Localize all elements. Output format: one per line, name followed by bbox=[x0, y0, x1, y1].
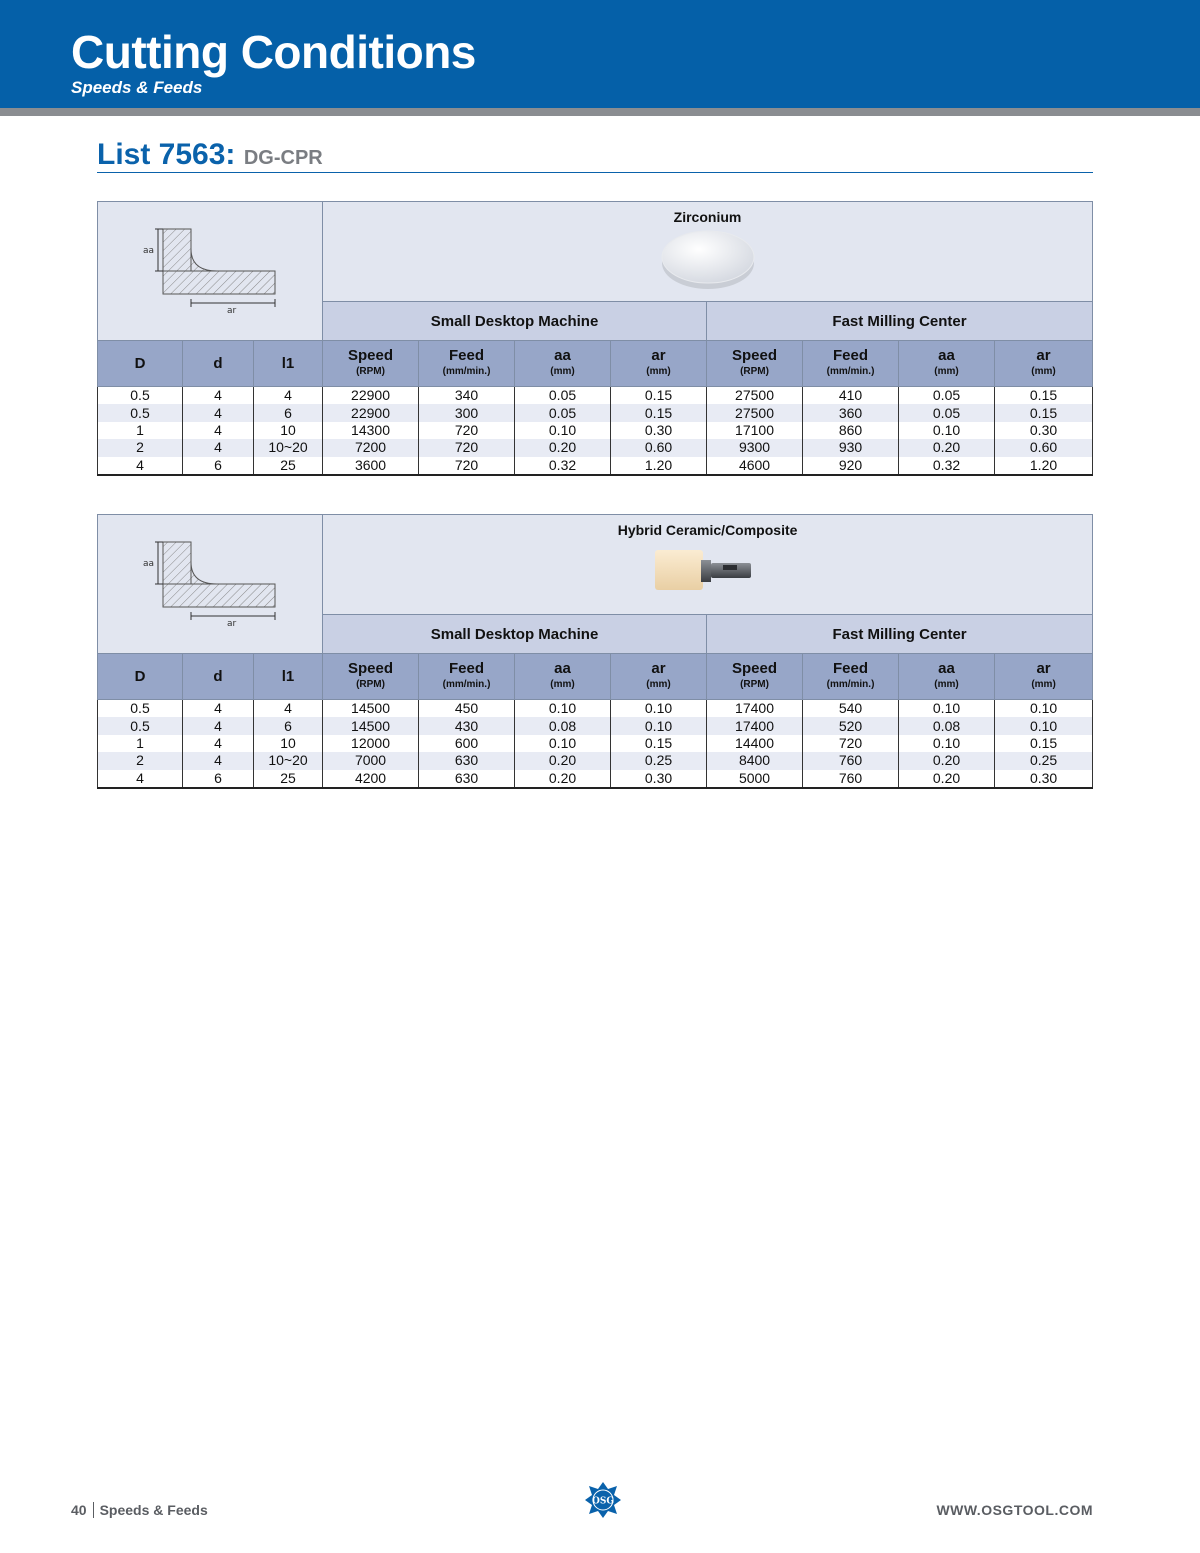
col-feed bbox=[419, 654, 515, 700]
table-cell: 0.10 bbox=[515, 735, 611, 752]
col-feed bbox=[803, 341, 899, 387]
table-cell: 0.05 bbox=[515, 404, 611, 421]
col-ar bbox=[995, 654, 1093, 700]
table-cell: 25 bbox=[254, 457, 323, 475]
col-ar-unit: (mm) bbox=[646, 678, 671, 690]
table-cell: 6 bbox=[254, 404, 323, 421]
table-cell: 10~20 bbox=[254, 752, 323, 769]
table-cell: 25 bbox=[254, 770, 323, 788]
cutting-table-hybrid bbox=[97, 514, 1092, 789]
table-cell: 0.10 bbox=[899, 700, 995, 718]
table-cell: 0.5 bbox=[98, 387, 183, 405]
table-cell: 0.05 bbox=[899, 387, 995, 405]
table-cell: 0.08 bbox=[899, 717, 995, 734]
diagram-ar-label: ar bbox=[227, 618, 237, 629]
table-cell: 0.10 bbox=[515, 700, 611, 718]
col-speed bbox=[707, 654, 803, 700]
table-body bbox=[98, 700, 1093, 788]
table-cell: 8400 bbox=[707, 752, 803, 769]
table-cell: 930 bbox=[803, 439, 899, 456]
table-cell: 0.10 bbox=[515, 422, 611, 439]
table-cell: 0.60 bbox=[995, 439, 1093, 456]
col-aa-unit: (mm) bbox=[550, 365, 575, 377]
table-cell: 0.5 bbox=[98, 700, 183, 718]
table-cell: 4 bbox=[254, 387, 323, 405]
col-speed-label: Speed bbox=[732, 659, 778, 677]
col-D: D bbox=[98, 341, 183, 387]
table-cell: 4 bbox=[183, 422, 254, 439]
table-cell: 0.05 bbox=[899, 404, 995, 421]
col-ar bbox=[611, 341, 707, 387]
table-cell: 360 bbox=[803, 404, 899, 421]
table-cell: 4 bbox=[183, 752, 254, 769]
col-feed-label: Feed bbox=[833, 346, 869, 364]
table-cell: 22900 bbox=[323, 404, 419, 421]
col-feed-unit: (mm/min.) bbox=[442, 365, 491, 377]
table-cell: 10 bbox=[254, 735, 323, 752]
col-aa-label: aa bbox=[938, 659, 955, 677]
col-aa bbox=[899, 341, 995, 387]
table-cell: 1 bbox=[98, 422, 183, 439]
col-D: D bbox=[98, 654, 183, 700]
table-cell: 0.30 bbox=[611, 422, 707, 439]
footer-section: Speeds & Feeds bbox=[99, 1502, 208, 1518]
col-ar-label: ar bbox=[651, 659, 666, 677]
col-aa-unit: (mm) bbox=[934, 678, 959, 690]
table-row bbox=[98, 457, 1093, 475]
col-speed bbox=[323, 341, 419, 387]
col-speed-unit: (RPM) bbox=[740, 678, 769, 690]
table-cell: 0.10 bbox=[611, 717, 707, 734]
table-cell: 0.20 bbox=[899, 439, 995, 456]
header-banner bbox=[0, 0, 1200, 108]
table-cell: 14400 bbox=[707, 735, 803, 752]
col-feed-unit: (mm/min.) bbox=[442, 678, 491, 690]
table-cell: 0.15 bbox=[611, 735, 707, 752]
table-cell: 720 bbox=[803, 735, 899, 752]
col-speed-label: Speed bbox=[348, 346, 394, 364]
table-cell: 1.20 bbox=[611, 457, 707, 475]
table-cell: 0.5 bbox=[98, 404, 183, 421]
col-feed-unit: (mm/min.) bbox=[826, 365, 875, 377]
list-heading bbox=[97, 138, 1093, 173]
col-feed-unit: (mm/min.) bbox=[826, 678, 875, 690]
table-cell: 0.60 bbox=[611, 439, 707, 456]
table-cell: 27500 bbox=[707, 404, 803, 421]
table-cell: 630 bbox=[419, 752, 515, 769]
col-ar bbox=[995, 341, 1093, 387]
table-cell: 17400 bbox=[707, 700, 803, 718]
table-cell: 0.10 bbox=[995, 717, 1093, 734]
col-feed-label: Feed bbox=[449, 346, 485, 364]
table-cell: 14500 bbox=[323, 717, 419, 734]
zirconium-disc-icon bbox=[658, 227, 758, 291]
table-cell: 520 bbox=[803, 717, 899, 734]
table-row bbox=[98, 717, 1093, 734]
table-cell: 0.10 bbox=[611, 700, 707, 718]
table-cell: 0.32 bbox=[515, 457, 611, 475]
table-cell: 4 bbox=[98, 457, 183, 475]
table-cell: 0.10 bbox=[899, 422, 995, 439]
footer-divider bbox=[93, 1502, 94, 1518]
col-aa-label: aa bbox=[554, 659, 571, 677]
col-aa bbox=[899, 654, 995, 700]
col-d: d bbox=[183, 654, 254, 700]
page-subtitle: Speeds & Feeds bbox=[71, 78, 203, 97]
material-header bbox=[323, 515, 1093, 615]
col-ar-label: ar bbox=[651, 346, 666, 364]
table-cell: 630 bbox=[419, 770, 515, 788]
table-cell: 0.25 bbox=[611, 752, 707, 769]
table-cell: 0.20 bbox=[515, 439, 611, 456]
col-speed-unit: (RPM) bbox=[356, 678, 385, 690]
diagram-aa-label: aa bbox=[143, 558, 155, 569]
table-cell: 0.20 bbox=[515, 770, 611, 788]
table-cell: 0.5 bbox=[98, 717, 183, 734]
table-cell: 300 bbox=[419, 404, 515, 421]
col-d: d bbox=[183, 341, 254, 387]
machine-small-desktop: Small Desktop Machine bbox=[323, 615, 707, 654]
table-cell: 0.20 bbox=[899, 752, 995, 769]
table-cell: 4 bbox=[183, 404, 254, 421]
table-cell: 920 bbox=[803, 457, 899, 475]
col-speed bbox=[323, 654, 419, 700]
table-cell: 0.10 bbox=[899, 735, 995, 752]
table-cell: 10 bbox=[254, 422, 323, 439]
table-cell: 760 bbox=[803, 752, 899, 769]
table-cell: 720 bbox=[419, 439, 515, 456]
table-cell: 0.20 bbox=[515, 752, 611, 769]
table-cell: 9300 bbox=[707, 439, 803, 456]
table-cell: 0.08 bbox=[515, 717, 611, 734]
col-ar-unit: (mm) bbox=[1031, 365, 1056, 377]
footer-page-info bbox=[71, 1502, 208, 1518]
table-row bbox=[98, 735, 1093, 752]
table-cell: 0.15 bbox=[995, 735, 1093, 752]
table-row bbox=[98, 770, 1093, 788]
table-cell: 760 bbox=[803, 770, 899, 788]
table-cell: 2 bbox=[98, 439, 183, 456]
cutting-diagram-icon bbox=[135, 532, 285, 632]
cutting-diagram-icon bbox=[135, 219, 285, 319]
col-l1: l1 bbox=[254, 341, 323, 387]
diagram-ar-label: ar bbox=[227, 305, 237, 316]
col-aa-label: aa bbox=[938, 346, 955, 364]
table-cell: 0.30 bbox=[995, 422, 1093, 439]
table-cell: 6 bbox=[183, 457, 254, 475]
col-aa-unit: (mm) bbox=[550, 678, 575, 690]
col-speed-unit: (RPM) bbox=[356, 365, 385, 377]
header-stripe bbox=[0, 108, 1200, 116]
table-cell: 2 bbox=[98, 752, 183, 769]
col-ar-unit: (mm) bbox=[646, 365, 671, 377]
table-cell: 22900 bbox=[323, 387, 419, 405]
material-header bbox=[323, 202, 1093, 302]
table-body bbox=[98, 387, 1093, 475]
cutting-diagram bbox=[98, 515, 323, 654]
table-row bbox=[98, 387, 1093, 405]
footer-url: WWW.OSGTOOL.COM bbox=[936, 1502, 1093, 1518]
table-cell: 4 bbox=[183, 700, 254, 718]
table-cell: 540 bbox=[803, 700, 899, 718]
table-cell: 0.05 bbox=[515, 387, 611, 405]
table-cell: 0.30 bbox=[611, 770, 707, 788]
col-speed-unit: (RPM) bbox=[740, 365, 769, 377]
table-cell: 4 bbox=[183, 387, 254, 405]
material-name: Zirconium bbox=[673, 209, 742, 225]
list-number: List 7563: bbox=[97, 138, 236, 171]
table-row bbox=[98, 700, 1093, 718]
col-speed bbox=[707, 341, 803, 387]
diagram-aa-label: aa bbox=[143, 245, 155, 256]
table-cell: 14300 bbox=[323, 422, 419, 439]
table-cell: 1 bbox=[98, 735, 183, 752]
logo-text: OSG bbox=[591, 1496, 615, 1507]
col-aa-label: aa bbox=[554, 346, 571, 364]
table-cell: 14500 bbox=[323, 700, 419, 718]
table-cell: 0.15 bbox=[611, 404, 707, 421]
col-ar-label: ar bbox=[1036, 346, 1051, 364]
table-cell: 0.15 bbox=[611, 387, 707, 405]
col-ar bbox=[611, 654, 707, 700]
col-ar-label: ar bbox=[1036, 659, 1051, 677]
table-cell: 7000 bbox=[323, 752, 419, 769]
table-cell: 17400 bbox=[707, 717, 803, 734]
col-speed-label: Speed bbox=[732, 346, 778, 364]
table-row bbox=[98, 439, 1093, 456]
table-cell: 4 bbox=[183, 717, 254, 734]
table-cell: 5000 bbox=[707, 770, 803, 788]
col-aa bbox=[515, 654, 611, 700]
cutting-diagram bbox=[98, 202, 323, 341]
table-cell: 340 bbox=[419, 387, 515, 405]
page-number: 40 bbox=[71, 1502, 87, 1518]
col-feed-label: Feed bbox=[833, 659, 869, 677]
table-cell: 860 bbox=[803, 422, 899, 439]
page-title: Cutting Conditions bbox=[71, 26, 476, 78]
table-cell: 4 bbox=[254, 700, 323, 718]
table-cell: 720 bbox=[419, 422, 515, 439]
table-cell: 0.20 bbox=[899, 770, 995, 788]
table-cell: 1.20 bbox=[995, 457, 1093, 475]
table-row bbox=[98, 422, 1093, 439]
cutting-table-zirconium bbox=[97, 201, 1092, 476]
table-cell: 4600 bbox=[707, 457, 803, 475]
col-ar-unit: (mm) bbox=[1031, 678, 1056, 690]
table-cell: 4 bbox=[183, 439, 254, 456]
table-cell: 600 bbox=[419, 735, 515, 752]
table-cell: 6 bbox=[254, 717, 323, 734]
table-cell: 3600 bbox=[323, 457, 419, 475]
table-cell: 6 bbox=[183, 770, 254, 788]
table-row bbox=[98, 752, 1093, 769]
col-feed bbox=[419, 341, 515, 387]
osg-logo-icon bbox=[583, 1480, 623, 1520]
table-cell: 4200 bbox=[323, 770, 419, 788]
table-cell: 7200 bbox=[323, 439, 419, 456]
table-row bbox=[98, 404, 1093, 421]
table-cell: 450 bbox=[419, 700, 515, 718]
table-cell: 720 bbox=[419, 457, 515, 475]
list-name: DG-CPR bbox=[243, 147, 323, 169]
table-cell: 0.32 bbox=[899, 457, 995, 475]
col-aa-unit: (mm) bbox=[934, 365, 959, 377]
machine-fast-milling: Fast Milling Center bbox=[707, 615, 1093, 654]
table-cell: 430 bbox=[419, 717, 515, 734]
table-cell: 4 bbox=[183, 735, 254, 752]
col-feed-label: Feed bbox=[449, 659, 485, 677]
table-cell: 410 bbox=[803, 387, 899, 405]
col-feed bbox=[803, 654, 899, 700]
col-aa bbox=[515, 341, 611, 387]
table-cell: 0.30 bbox=[995, 770, 1093, 788]
table-cell: 12000 bbox=[323, 735, 419, 752]
material-name: Hybrid Ceramic/Composite bbox=[617, 522, 798, 538]
table-cell: 17100 bbox=[707, 422, 803, 439]
table-cell: 0.15 bbox=[995, 387, 1093, 405]
table-cell: 0.15 bbox=[995, 404, 1093, 421]
table-cell: 0.10 bbox=[995, 700, 1093, 718]
machine-fast-milling: Fast Milling Center bbox=[707, 302, 1093, 341]
table-cell: 27500 bbox=[707, 387, 803, 405]
table-cell: 10~20 bbox=[254, 439, 323, 456]
col-speed-label: Speed bbox=[348, 659, 394, 677]
table-cell: 4 bbox=[98, 770, 183, 788]
col-l1: l1 bbox=[254, 654, 323, 700]
table-cell: 0.25 bbox=[995, 752, 1093, 769]
ceramic-block-icon bbox=[643, 542, 773, 598]
machine-small-desktop: Small Desktop Machine bbox=[323, 302, 707, 341]
